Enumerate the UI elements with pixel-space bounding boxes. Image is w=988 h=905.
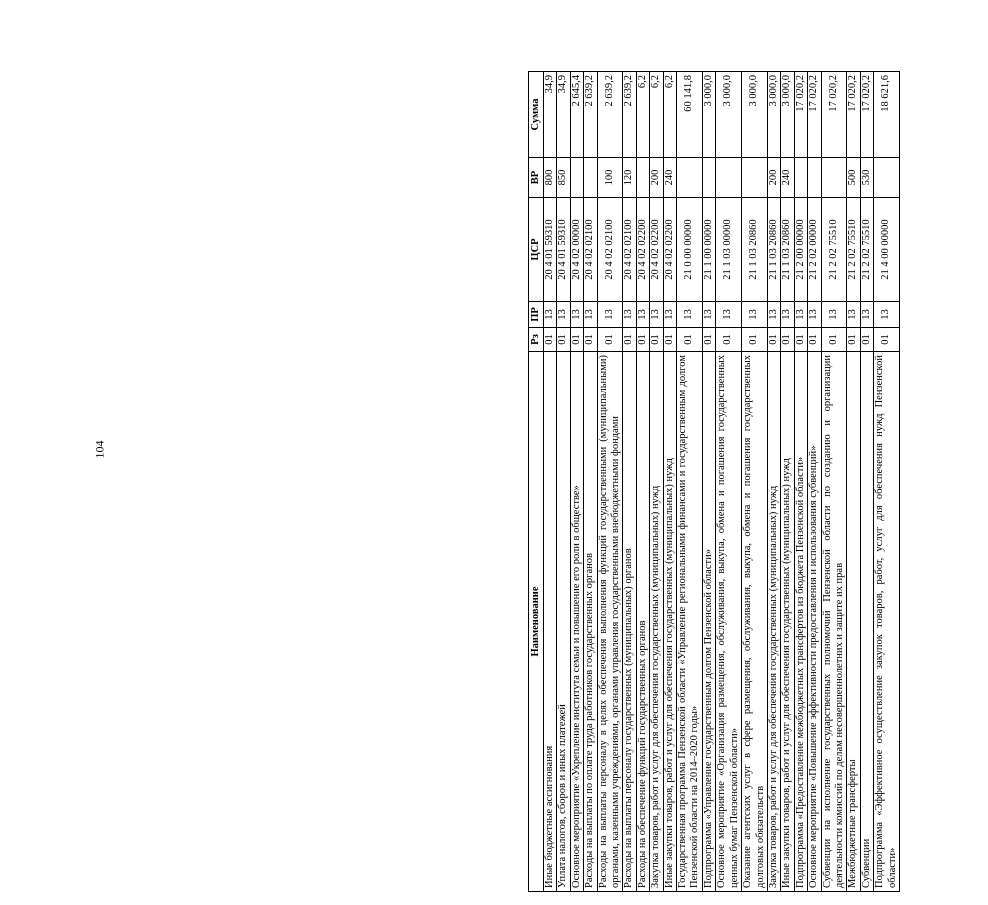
cell-vr: 240 <box>663 158 676 198</box>
cell-rz: 01 <box>677 328 703 352</box>
cell-vr <box>821 158 847 198</box>
cell-name: Субвенции на исполнение государственных полномочий Пензенской области по созданию и организации деятельности комиссий по делам несовершеннолетних и защите их прав <box>821 352 847 892</box>
cell-name: Основное мероприятие «Повышение эффективности предоставления и использования субвенций» <box>808 352 821 892</box>
cell-vr <box>636 158 649 198</box>
cell-rz: 01 <box>860 328 873 352</box>
cell-rz: 01 <box>544 328 557 352</box>
cell-csr: 21 1 03 00000 <box>716 198 742 302</box>
cell-rz: 01 <box>874 328 900 352</box>
cell-rz: 01 <box>808 328 821 352</box>
cell-name: Основное мероприятие «Укрепление института семьи и повышение его роли в обществе» <box>570 352 583 892</box>
cell-vr <box>584 158 597 198</box>
cell-pr: 13 <box>767 302 780 328</box>
cell-vr: 100 <box>597 158 623 198</box>
table-row <box>597 72 623 892</box>
cell-csr: 20 4 02 00000 <box>570 198 583 302</box>
cell-pr: 13 <box>650 302 663 328</box>
cell-pr: 13 <box>742 302 768 328</box>
cell-csr: 21 1 03 20860 <box>781 198 794 302</box>
header-pr: ПР <box>529 302 544 328</box>
cell-rz: 01 <box>557 328 570 352</box>
cell-csr: 20 4 02 02200 <box>636 198 649 302</box>
cell-pr: 13 <box>636 302 649 328</box>
cell-vr <box>677 158 703 198</box>
table-row <box>716 72 742 892</box>
cell-name: Иные бюджетные ассигнования <box>544 352 557 892</box>
header-rz: Рз <box>529 328 544 352</box>
cell-sum: 3 000,0 <box>702 72 715 158</box>
cell-sum: 3 000,0 <box>742 72 768 158</box>
table-row <box>623 72 636 892</box>
cell-sum: 17 020,2 <box>847 72 860 158</box>
cell-csr: 21 2 00 00000 <box>794 198 807 302</box>
cell-sum: 17 020,2 <box>808 72 821 158</box>
cell-sum: 3 000,0 <box>767 72 780 158</box>
cell-csr: 21 4 00 00000 <box>874 198 900 302</box>
cell-pr: 13 <box>677 302 703 328</box>
cell-vr: 240 <box>781 158 794 198</box>
cell-vr: 500 <box>847 158 860 198</box>
table-row <box>636 72 649 892</box>
header-sum: Сумма <box>529 72 544 158</box>
cell-csr: 20 4 02 02200 <box>650 198 663 302</box>
cell-rz: 01 <box>781 328 794 352</box>
cell-sum: 2 639,2 <box>623 72 636 158</box>
cell-csr: 21 1 03 20860 <box>742 198 768 302</box>
cell-vr <box>874 158 900 198</box>
cell-name: Подпрограмма «Управление государственным долгом Пензенской области» <box>702 352 715 892</box>
cell-rz: 01 <box>742 328 768 352</box>
table-header-row <box>529 72 544 892</box>
table-row <box>874 72 900 892</box>
cell-vr <box>716 158 742 198</box>
header-vr: ВР <box>529 158 544 198</box>
cell-name: Расходы на выплаты персоналу в целях обеспечения выполнения функций государственными (муниципальными) органами, казенными учреждениями, органами управления государственными внебюджетными фондами <box>597 352 623 892</box>
cell-vr: 120 <box>623 158 636 198</box>
cell-rz: 01 <box>767 328 780 352</box>
table-row <box>702 72 715 892</box>
table-row <box>847 72 860 892</box>
cell-sum: 34,9 <box>557 72 570 158</box>
cell-name: Оказание агентских услуг в сфере размещения, обслуживания, выкупа, обмена и погашения государственных долговых обязательств <box>742 352 768 892</box>
cell-rz: 01 <box>794 328 807 352</box>
table-row <box>781 72 794 892</box>
cell-pr: 13 <box>808 302 821 328</box>
cell-name: Основное мероприятие «Организация размещения, обслуживания, выкупа, обмена и погашения государственных ценных бумаг Пензенской области» <box>716 352 742 892</box>
cell-rz: 01 <box>584 328 597 352</box>
cell-pr: 13 <box>860 302 873 328</box>
cell-sum: 2 639,2 <box>597 72 623 158</box>
cell-name: Государственная программа Пензенской области «Управление региональными финансами и государственным долгом Пензенской области на 2014–2020 годы» <box>677 352 703 892</box>
cell-name: Расходы на выплаты персоналу государственных (муниципальных) органов <box>623 352 636 892</box>
table-row <box>650 72 663 892</box>
header-csr: ЦСР <box>529 198 544 302</box>
cell-pr: 13 <box>663 302 676 328</box>
cell-csr: 20 4 01 59310 <box>544 198 557 302</box>
rotated-content <box>528 72 988 892</box>
cell-vr: 850 <box>557 158 570 198</box>
table-row <box>663 72 676 892</box>
cell-name: Уплата налогов, сборов и иных платежей <box>557 352 570 892</box>
cell-name: Иные закупки товаров, работ и услуг для обеспечения государственных (муниципальных) нужд <box>663 352 676 892</box>
cell-sum: 17 020,2 <box>821 72 847 158</box>
table-row <box>742 72 768 892</box>
table-row <box>557 72 570 892</box>
cell-vr <box>570 158 583 198</box>
cell-rz: 01 <box>636 328 649 352</box>
cell-vr: 200 <box>767 158 780 198</box>
cell-csr: 20 4 01 59310 <box>557 198 570 302</box>
cell-csr: 21 0 00 00000 <box>677 198 703 302</box>
table-body <box>544 72 900 892</box>
cell-sum: 3 000,0 <box>781 72 794 158</box>
cell-name: Иные закупки товаров, работ и услуг для обеспечения государственных (муниципальных) нужд <box>781 352 794 892</box>
cell-sum: 34,9 <box>544 72 557 158</box>
cell-sum: 6,2 <box>663 72 676 158</box>
cell-name: Субвенции <box>860 352 873 892</box>
table-row <box>544 72 557 892</box>
cell-pr: 13 <box>821 302 847 328</box>
table-row <box>860 72 873 892</box>
table-row <box>794 72 807 892</box>
cell-name: Межбюджетные трансферты <box>847 352 860 892</box>
cell-vr <box>742 158 768 198</box>
cell-csr: 21 1 00 00000 <box>702 198 715 302</box>
table-row <box>677 72 703 892</box>
cell-csr: 21 2 02 75510 <box>821 198 847 302</box>
page-number: 104 <box>92 440 107 459</box>
cell-vr <box>702 158 715 198</box>
cell-csr: 21 2 02 00000 <box>808 198 821 302</box>
cell-vr: 200 <box>650 158 663 198</box>
cell-rz: 01 <box>716 328 742 352</box>
cell-pr: 13 <box>781 302 794 328</box>
cell-sum: 2 639,2 <box>584 72 597 158</box>
cell-name: Подпрограмма «Эффективное осуществление закупок товаров, работ, услуг для обеспечения нужд Пензенской области» <box>874 352 900 892</box>
cell-csr: 21 1 03 20860 <box>767 198 780 302</box>
cell-sum: 18 621,6 <box>874 72 900 158</box>
cell-rz: 01 <box>847 328 860 352</box>
cell-csr: 21 2 02 75510 <box>847 198 860 302</box>
table-row <box>584 72 597 892</box>
cell-pr: 13 <box>544 302 557 328</box>
cell-pr: 13 <box>557 302 570 328</box>
cell-csr: 20 4 02 02200 <box>663 198 676 302</box>
cell-pr: 13 <box>874 302 900 328</box>
cell-pr: 13 <box>584 302 597 328</box>
cell-rz: 01 <box>570 328 583 352</box>
cell-csr: 21 2 02 75510 <box>860 198 873 302</box>
cell-name: Расходы на выплаты по оплате труда работников государственных органов <box>584 352 597 892</box>
cell-csr: 20 4 02 02100 <box>597 198 623 302</box>
cell-sum: 2 645,4 <box>570 72 583 158</box>
cell-rz: 01 <box>663 328 676 352</box>
cell-rz: 01 <box>597 328 623 352</box>
cell-rz: 01 <box>702 328 715 352</box>
cell-csr: 20 4 02 02100 <box>623 198 636 302</box>
cell-sum: 60 141,8 <box>677 72 703 158</box>
cell-sum: 6,2 <box>636 72 649 158</box>
cell-pr: 13 <box>570 302 583 328</box>
cell-sum: 6,2 <box>650 72 663 158</box>
cell-csr: 20 4 02 02100 <box>584 198 597 302</box>
table-row <box>767 72 780 892</box>
cell-pr: 13 <box>794 302 807 328</box>
cell-rz: 01 <box>650 328 663 352</box>
cell-vr: 530 <box>860 158 873 198</box>
cell-sum: 3 000,0 <box>716 72 742 158</box>
cell-rz: 01 <box>623 328 636 352</box>
budget-table <box>528 71 900 892</box>
cell-rz: 01 <box>821 328 847 352</box>
cell-pr: 13 <box>716 302 742 328</box>
cell-name: Расходы на обеспечение функций государственных органов <box>636 352 649 892</box>
table-row <box>808 72 821 892</box>
header-name: Наименование <box>529 352 544 892</box>
cell-name: Закупка товаров, работ и услуг для обеспечения государственных (муниципальных) нужд <box>767 352 780 892</box>
cell-name: Подпрограмма «Предоставление межбюджетных трансфертов из бюджета Пензенской области» <box>794 352 807 892</box>
cell-pr: 13 <box>597 302 623 328</box>
cell-pr: 13 <box>702 302 715 328</box>
cell-vr: 800 <box>544 158 557 198</box>
cell-vr <box>794 158 807 198</box>
cell-sum: 17 020,2 <box>794 72 807 158</box>
cell-pr: 13 <box>623 302 636 328</box>
cell-vr <box>808 158 821 198</box>
cell-sum: 17 020,2 <box>860 72 873 158</box>
table-row <box>821 72 847 892</box>
table-row <box>570 72 583 892</box>
cell-pr: 13 <box>847 302 860 328</box>
cell-name: Закупка товаров, работ и услуг для обеспечения государственных (муниципальных) нужд <box>650 352 663 892</box>
